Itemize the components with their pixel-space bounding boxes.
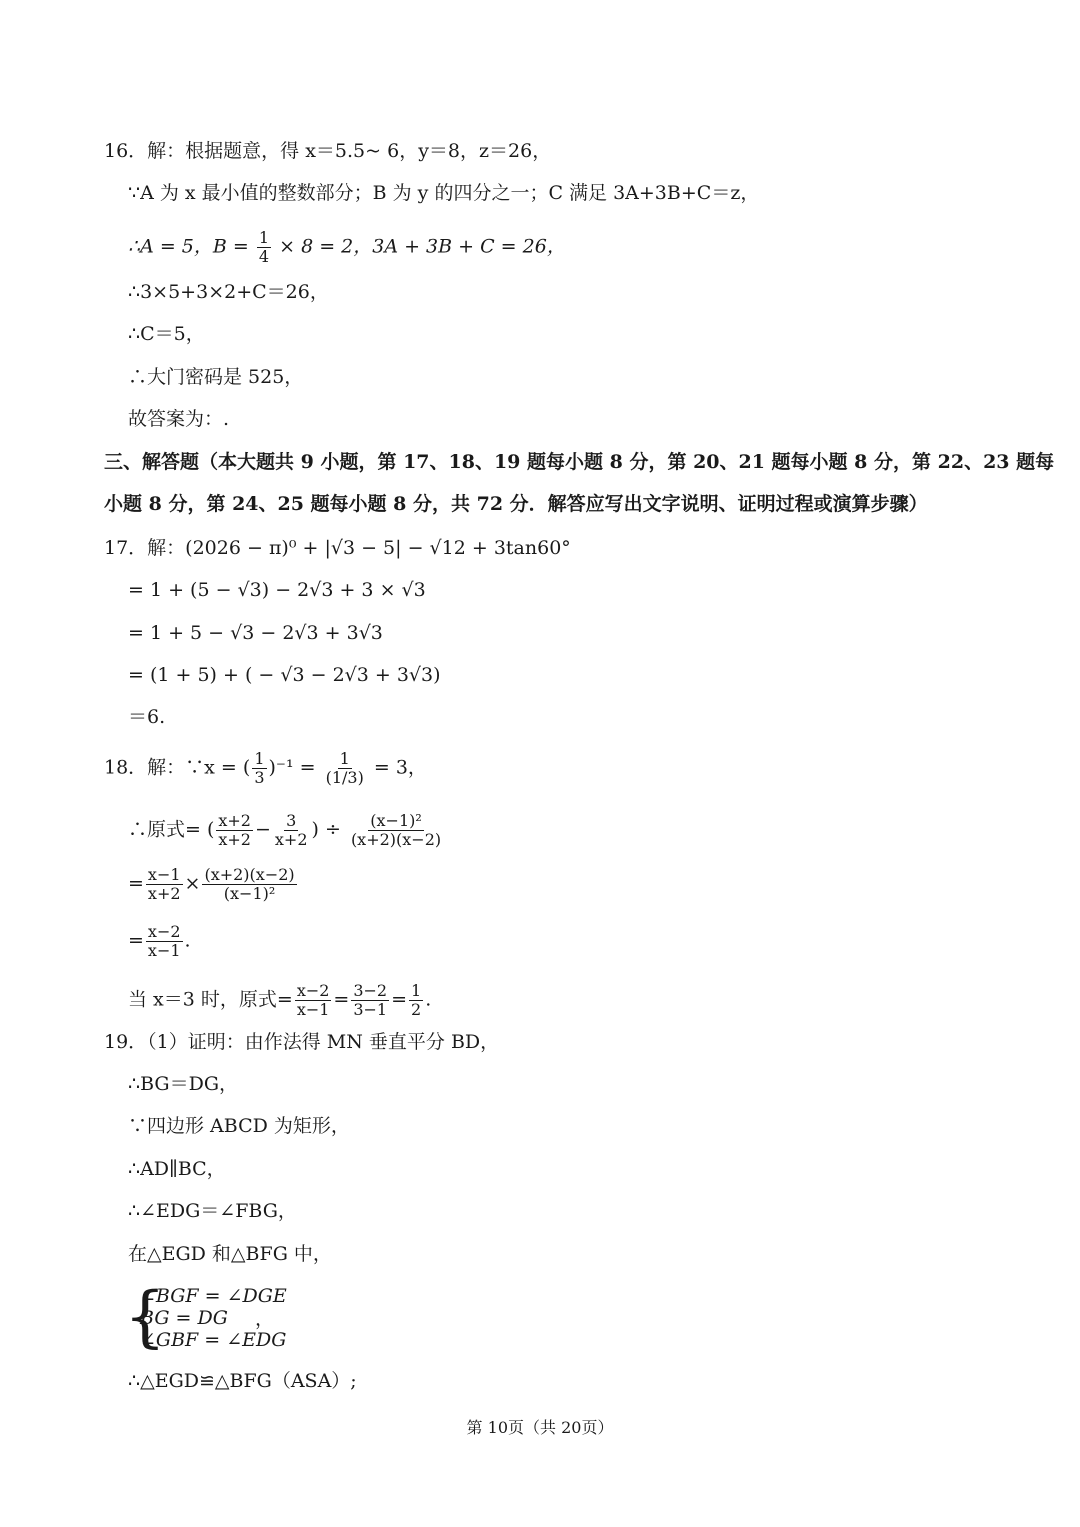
numerator: 1 xyxy=(258,228,270,247)
numerator: 3−2 xyxy=(353,981,388,1000)
q17-line-2: = 1 + (5 − √3) − 2√3 + 3 × √3 xyxy=(128,579,426,601)
q16-line-7: 故答案为：. xyxy=(128,408,230,430)
denominator: 4 xyxy=(258,247,270,266)
fraction xyxy=(146,866,183,903)
q19-system-eq-1: ∠BGF = ∠DGE xyxy=(140,1285,287,1307)
fraction xyxy=(257,229,271,266)
denominator: (1/3) xyxy=(325,768,364,787)
fraction xyxy=(349,812,443,849)
q18-line-2 xyxy=(128,812,445,849)
q18-line-1 xyxy=(104,750,427,787)
q19-system-eq-2: BG = DG xyxy=(140,1307,228,1329)
numerator: x−2 xyxy=(296,981,330,1000)
q18-line-5-b: = xyxy=(333,988,350,1011)
q19-line-1: 19．（1）证明：由作法得 MN 垂直平分 BD， xyxy=(104,1031,500,1053)
denominator: x−1 xyxy=(147,941,181,960)
q19-line-2: ∴BG＝DG， xyxy=(128,1073,238,1095)
numerator: 1 xyxy=(254,749,265,768)
q19-line-7: ∴△EGD≌△BFG（ASA）; xyxy=(128,1370,357,1392)
q16-line-1: 16．解：根据题意，得 x＝5.5~ 6，y＝8，z＝26， xyxy=(104,140,552,162)
q19-system-eq-3: ∠GBF = ∠EDG xyxy=(140,1329,287,1351)
q19-line-6: 在△EGD 和△BFG 中， xyxy=(128,1243,332,1265)
q17-line-5: ＝6. xyxy=(128,706,166,728)
q18-line-1-c: = 3， xyxy=(373,756,427,779)
numerator: 1 xyxy=(339,749,350,768)
q18-line-3-b: × xyxy=(184,872,201,895)
section-3-heading-line-2: 小题 8 分，第 24、25 题每小题 8 分，共 72 分．解答应写出文字说明、证明过程或演算步骤） xyxy=(104,493,928,515)
denominator: 3−1 xyxy=(353,1000,388,1019)
q18-line-3 xyxy=(128,866,299,903)
q16-line-6: ∴大门密码是 525， xyxy=(128,366,304,388)
q19-line-4: ∴AD∥BC， xyxy=(128,1158,226,1180)
q18-line-2-c: ) ÷ xyxy=(311,818,341,841)
q18-line-4-a: = xyxy=(128,929,144,952)
q16-line-3-a: ∴A = 5，B = xyxy=(128,235,249,258)
fraction xyxy=(351,982,389,1019)
fraction xyxy=(202,866,296,903)
numerator: x+2 xyxy=(218,811,251,830)
denominator: x+2 xyxy=(147,884,181,903)
q18-line-5-d: . xyxy=(425,988,432,1011)
brace-symbol: { xyxy=(124,1278,166,1355)
denominator: (x+2)(x−2) xyxy=(350,830,442,849)
fraction xyxy=(273,812,310,849)
q19-system-comma: ， xyxy=(255,1308,275,1330)
numerator: 1 xyxy=(411,981,422,1000)
denominator: x+2 xyxy=(274,830,308,849)
fraction xyxy=(146,923,183,960)
q16-line-4: ∴3×5+3×2+C＝26， xyxy=(128,281,329,303)
q16-line-3-b: × 8 = 2，3A + 3B + C = 26， xyxy=(279,235,566,258)
q18-line-3-a: = xyxy=(128,872,144,895)
q19-line-3: ∵四边形 ABCD 为矩形， xyxy=(128,1115,350,1137)
denominator: x−1 xyxy=(296,1000,330,1019)
q18-line-5-c: = xyxy=(391,988,408,1011)
q18-line-4-b: . xyxy=(184,929,191,952)
q18-line-5 xyxy=(128,982,431,1019)
numerator: x−2 xyxy=(147,922,181,941)
q18-line-2-a: ∴原式= ( xyxy=(128,818,215,841)
fraction xyxy=(216,812,253,849)
numerator: 3 xyxy=(286,811,297,830)
fraction xyxy=(409,982,423,1019)
q19-line-5: ∴∠EDG＝∠FBG， xyxy=(128,1200,297,1222)
denominator: 2 xyxy=(411,1000,422,1019)
q18-line-4 xyxy=(128,923,191,960)
q16-line-2: ∵A 为 x 最小值的整数部分；B 为 y 的四分之一；C 满足 3A+3B+C＝z， xyxy=(128,182,760,204)
denominator: x+2 xyxy=(218,830,251,849)
q18-line-1-b: )⁻¹ = xyxy=(268,756,316,779)
numerator: x−1 xyxy=(147,865,181,884)
fraction xyxy=(295,982,332,1019)
fraction xyxy=(324,750,366,787)
q16-line-3 xyxy=(128,229,566,266)
fraction xyxy=(252,750,266,787)
section-3-heading-line-1: 三、解答题（本大题共 9 小题，第 17、18、19 题每小题 8 分，第 20、21 题每小题 8 分，第 22、23 题每 xyxy=(104,451,1055,473)
q18-line-2-b: − xyxy=(254,818,271,841)
q18-line-1-a: 18．解：∵x = ( xyxy=(104,756,251,779)
denominator: 3 xyxy=(254,768,265,787)
q17-line-4: = (1 + 5) + ( − √3 − 2√3 + 3√3) xyxy=(128,664,441,686)
numerator: (x+2)(x−2) xyxy=(204,865,295,884)
q17-line-3: = 1 + 5 − √3 − 2√3 + 3√3 xyxy=(128,622,383,644)
numerator: (x−1)² xyxy=(370,811,422,830)
page-footer: 第 10页（共 20页） xyxy=(466,1418,614,1437)
q16-line-5: ∴C＝5， xyxy=(128,323,205,345)
denominator: (x−1)² xyxy=(223,884,276,903)
q17-line-1: 17．解：(2026 − π)⁰ + |√3 − 5| − √12 + 3tan60° xyxy=(104,537,571,559)
q18-line-5-a: 当 x＝3 时，原式= xyxy=(128,988,293,1011)
